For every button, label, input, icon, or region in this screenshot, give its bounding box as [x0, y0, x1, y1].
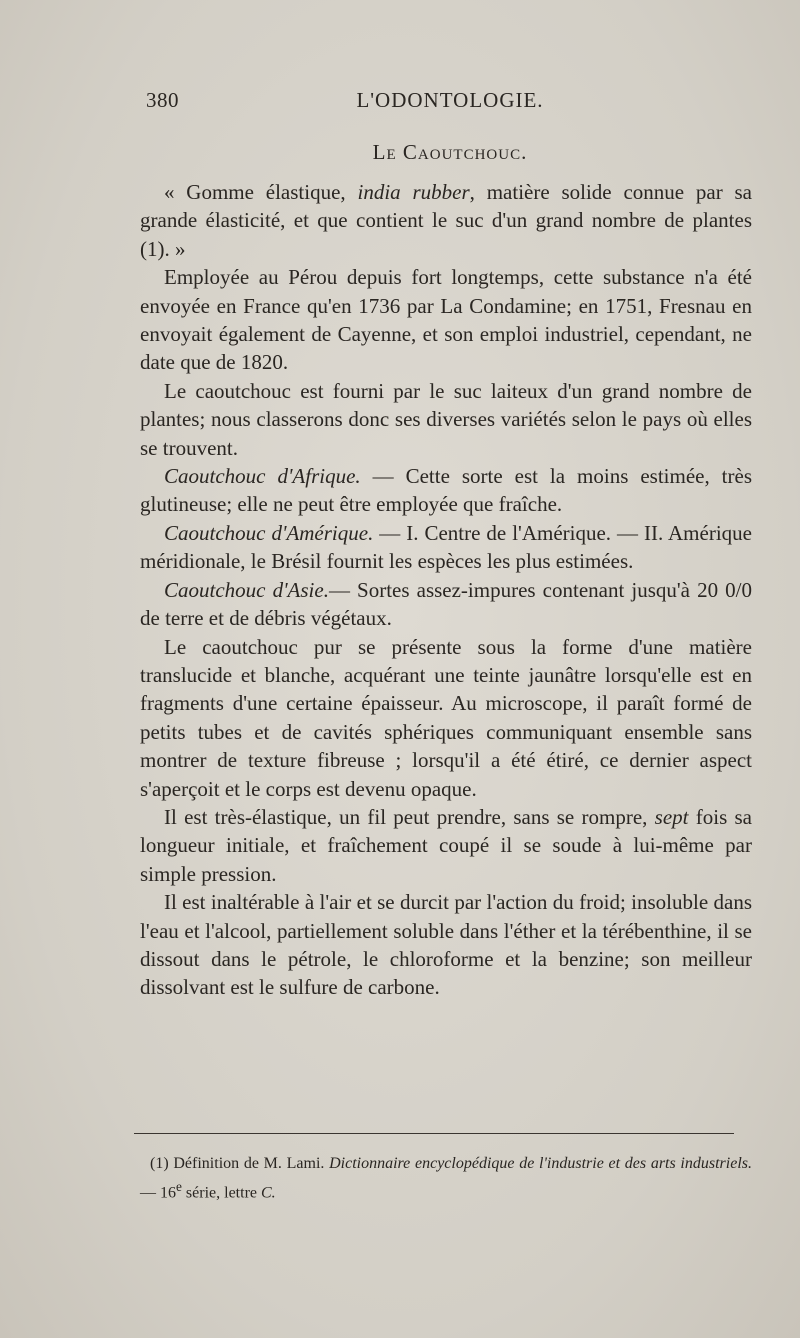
paragraph-1 — [140, 178, 752, 263]
italic-title: Dictionnaire encyclopédique de l'industrie et des arts industriels. — [329, 1155, 752, 1172]
paragraph-4 — [140, 462, 752, 519]
text-run: — I. Centre de l'Amérique. — II. Amérique méridionale, le Brésil fournit les espèces les plus estimées. — [140, 520, 752, 574]
text-run: (1) Définition de M. Lami. — [150, 1155, 330, 1172]
italic-letter: C. — [261, 1184, 276, 1202]
italic-term: sept — [654, 804, 689, 829]
section-title: Le Caoutchouc. — [372, 140, 528, 164]
text-run: série, lettre — [181, 1184, 261, 1202]
text-run: — Sortes assez-impures contenant jusqu'à 20 0/0 de terre et de débris végétaux. — [140, 577, 752, 631]
text-run: — 16 — [140, 1184, 176, 1202]
paragraph-6 — [140, 576, 752, 633]
italic-heading: Caoutchouc d'Afrique. — [164, 464, 361, 489]
superscript: e — [176, 1179, 182, 1194]
text-run: , matière solide connue par sa grande élasticité, et que contient le suc d'un grand nombre de plantes (1). » — [140, 180, 753, 261]
paragraph-8 — [140, 803, 752, 888]
paragraph-7: Le caoutchouc pur se présente sous la forme d'une matière translucide et blanche, acquérant une teinte jaunâtre lorsqu'elle est en fragments d'une certaine épaisseur. Au microscope, il paraît formé de petits tubes et de cavités sphériques communiquant ensemble sans montrer de texture fibreuse ; lorsqu'il a été étiré, ce dernier aspect s'aperçoit et le corps est devenu opaque. — [140, 634, 752, 801]
text-run: fois sa longueur initiale, et fraîchement coupé il se soude à lui-même par simple pression. — [140, 804, 752, 886]
running-header — [140, 88, 760, 120]
text-run: « Gomme élastique, — [164, 180, 358, 204]
running-title: L'ODONTOLOGIE. — [356, 88, 544, 112]
paragraph-2: Employée au Pérou depuis fort longtemps, cette substance n'a été envoyée en France qu'en 1736 par La Condamine; en 1751, Fresnau en envoyait également de Cayenne, et son emploi industriel, cependant, ne date que de 1820. — [140, 265, 752, 375]
italic-heading: Caoutchouc d'Asie. — [164, 577, 329, 602]
footnote-text — [140, 1152, 752, 1204]
italic-heading: Caoutchouc d'Amérique. — [164, 520, 374, 545]
paragraph-3: Le caoutchouc est fourni par le suc laiteux d'un grand nombre de plantes; nous classerons donc ses diverses variétés selon le pays où elles se trouvent. — [140, 378, 752, 460]
page-number: 380 — [146, 88, 179, 112]
italic-term: india rubber — [357, 180, 470, 204]
paragraph-9: Il est inaltérable à l'air et se durcit par l'action du froid; insoluble dans l'eau et l'alcool, partiellement soluble dans l'éther et la térébenthine, il se dissout dans le pétrole, le chloroforme et la benzine; son meilleur dissolvant est le sulfure de carbone. — [140, 890, 752, 1000]
footnote — [140, 1152, 752, 1204]
footnote-rule — [134, 1133, 734, 1134]
text-run: — Cette sorte est la moins estimée, très glutineuse; elle ne peut être employée que fraîche. — [140, 464, 752, 517]
paragraph-5 — [140, 519, 752, 576]
body-text — [140, 178, 752, 1002]
text-run: Il est très-élastique, un fil peut prendre, sans se rompre, — [164, 804, 655, 829]
